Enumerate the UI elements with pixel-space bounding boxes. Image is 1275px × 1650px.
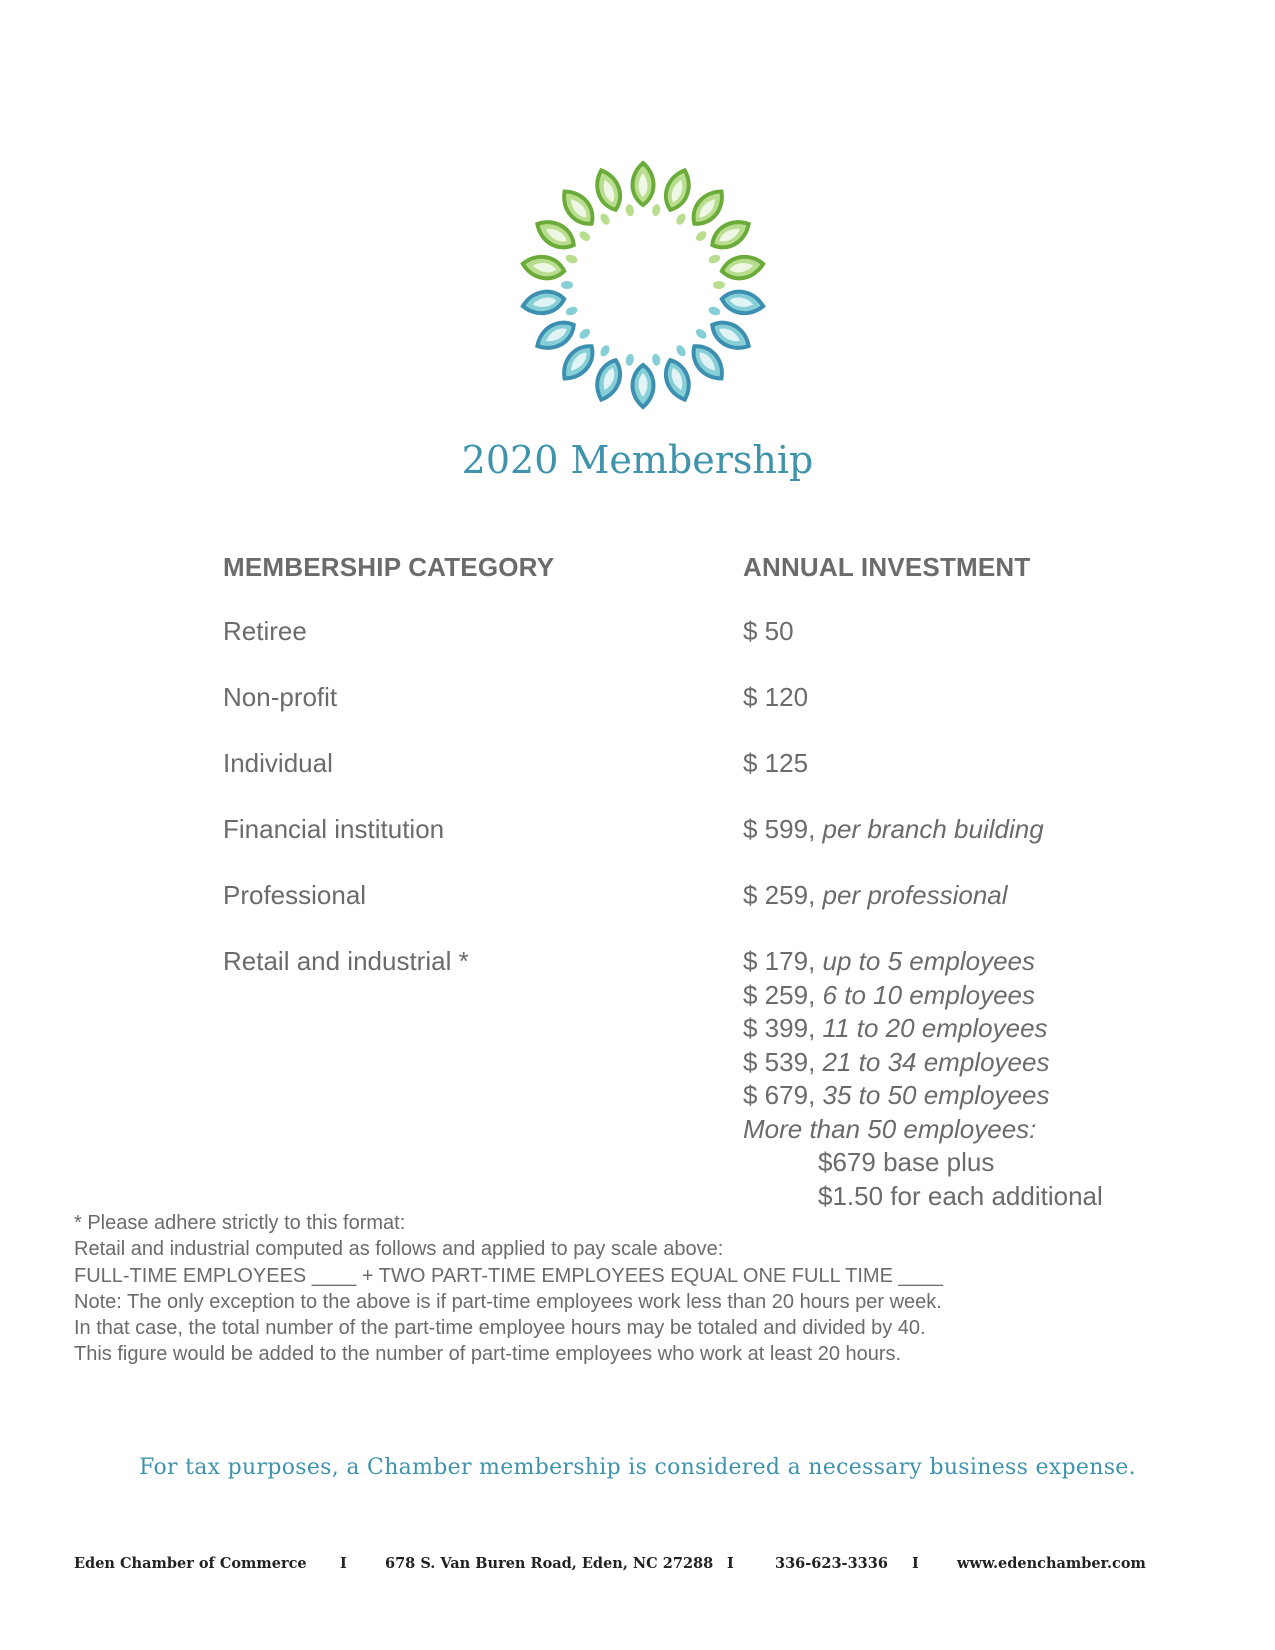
- leaf-wreath-icon: [521, 163, 765, 407]
- tier-price: $ 679,: [743, 1080, 816, 1110]
- leaf-dot: [565, 305, 579, 317]
- price-note: per branch building: [822, 814, 1044, 844]
- leaf-dot: [675, 344, 688, 358]
- footer-separator: I: [912, 1555, 919, 1572]
- footnote-line: FULL-TIME EMPLOYEES ____ + TWO PART-TIME EMPLOYEES EQUAL ONE FULL TIME ____: [74, 1264, 943, 1287]
- price-value: $ 259,: [743, 880, 816, 910]
- tier-note: 6 to 10 employees: [822, 979, 1035, 1010]
- tier-row: [743, 1013, 1103, 1047]
- footnote-line: This figure would be added to the number of part-time employees who work at least 20 hours.: [74, 1343, 902, 1366]
- tier-over-50-additional: $1.50 for each additional: [818, 1180, 1103, 1211]
- leaf-dot: [578, 229, 592, 243]
- column-header-investment: ANNUAL INVESTMENT: [743, 552, 1031, 582]
- footnote-line: In that case, the total number of the part-time employee hours may be totaled and divided by 40.: [74, 1317, 926, 1340]
- leaf-dot: [651, 204, 661, 217]
- leaf-dot: [675, 212, 688, 226]
- price-value: $ 50: [743, 616, 794, 646]
- leaf-dot: [625, 353, 635, 366]
- price-value: $ 120: [743, 682, 809, 712]
- leaf-dot: [707, 253, 721, 265]
- tier-row: [743, 1047, 1103, 1081]
- leaf-dot: [707, 305, 721, 317]
- page-title: 2020 Membership: [461, 438, 814, 482]
- price-individual: [743, 748, 808, 779]
- chamber-logo: [513, 155, 773, 415]
- column-header-category: MEMBERSHIP CATEGORY: [223, 552, 555, 582]
- price-note: per professional: [822, 880, 1008, 910]
- tier-price: $ 539,: [743, 1046, 816, 1077]
- tier-row: [743, 946, 1103, 980]
- category-individual: Individual: [223, 748, 333, 778]
- tier-note: 21 to 34 employees: [822, 1046, 1050, 1077]
- tier-note: 11 to 20 employees: [822, 1013, 1048, 1043]
- footnote-line: Retail and industrial computed as follows and applied to pay scale above:: [74, 1238, 724, 1261]
- category-non-profit: Non-profit: [223, 682, 338, 712]
- leaf-dot: [625, 204, 635, 217]
- tier-note: up to 5 employees: [822, 946, 1035, 976]
- price-retiree: [743, 616, 794, 647]
- category-professional: Professional: [223, 880, 367, 910]
- footer-address: 678 S. Van Buren Road, Eden, NC 27288: [385, 1555, 714, 1572]
- tier-note: 35 to 50 employees: [822, 1080, 1050, 1110]
- leaf-dot: [599, 212, 612, 226]
- tier-price: $ 259,: [743, 979, 816, 1010]
- tax-statement: For tax purposes, a Chamber membership is considered a necessary business expense.: [139, 1455, 1136, 1480]
- footnote-line: Note: The only exception to the above is if part-time employees work less than 20 hours per week.: [74, 1290, 942, 1313]
- footer-separator: I: [727, 1555, 734, 1572]
- footer-phone: 336-623-3336: [775, 1555, 888, 1572]
- tier-price: $ 399,: [743, 1013, 816, 1043]
- footer-org: Eden Chamber of Commerce: [74, 1555, 307, 1572]
- tier-price: $ 179,: [743, 946, 816, 976]
- price-value: $ 125: [743, 748, 809, 778]
- over-50-label: More than 50 employees:: [743, 1113, 1037, 1144]
- category-financial-institution: Financial institution: [223, 814, 445, 844]
- leaf-dot: [565, 253, 579, 265]
- leaf-dot: [651, 353, 661, 366]
- price-retail-industrial: [743, 946, 1103, 1214]
- tier-over-50-base: $679 base plus: [818, 1147, 995, 1177]
- tier-over-50-label: [743, 1114, 1103, 1148]
- category-retiree: Retiree: [223, 616, 307, 646]
- footnote-line: * Please adhere strictly to this format:: [74, 1212, 406, 1234]
- footer-website: www.edenchamber.com: [957, 1555, 1146, 1572]
- leaf-dot: [599, 344, 612, 358]
- leaf-dot: [578, 327, 592, 341]
- leaf-dot: [713, 281, 725, 289]
- price-value: $ 599,: [743, 814, 816, 844]
- leaf-dot: [694, 327, 708, 341]
- footer-separator: I: [340, 1555, 347, 1572]
- tier-row: [743, 980, 1103, 1014]
- tier-row: [743, 1080, 1103, 1114]
- leaf-dot: [561, 281, 573, 289]
- footnotes: [74, 1210, 943, 1368]
- price-financial-institution: [743, 814, 1044, 845]
- leaf-dot: [694, 229, 708, 243]
- price-non-profit: [743, 682, 808, 713]
- category-retail-industrial: Retail and industrial *: [223, 946, 469, 976]
- price-professional: [743, 880, 1008, 911]
